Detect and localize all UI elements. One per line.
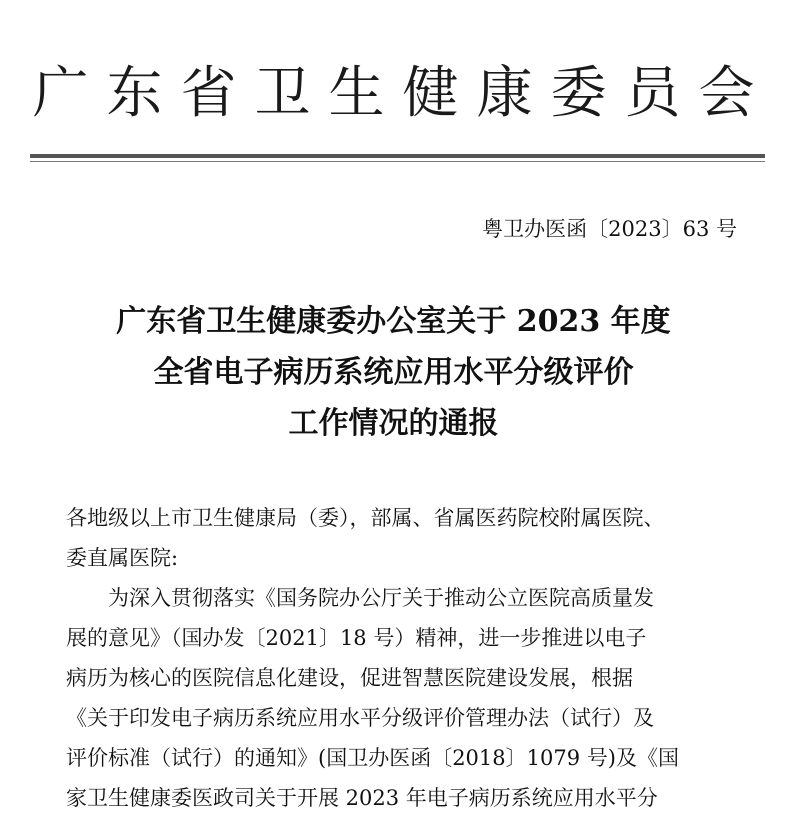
document-number: 粤卫办医函〔2023〕63 号 — [482, 217, 737, 241]
header-divider-thin — [30, 161, 765, 162]
header-divider-thick — [30, 154, 765, 158]
notice-body — [66, 498, 746, 818]
paragraph-line: 为深入贯彻落实《国务院办公厅关于推动公立医院高质量发 — [108, 586, 654, 610]
paragraph-line: 病历为核心的医院信息化建设，促进智慧医院建设发展，根据 — [66, 666, 633, 690]
notice-title — [0, 296, 787, 449]
issuer-header: 广东省卫生健康委员会 — [32, 61, 773, 126]
paragraph-line: 《关于印发电子病历系统应用水平分级评价管理办法（试行）及 — [66, 706, 654, 730]
notice-title-line-2: 全省电子病历系统应用水平分级评价 — [153, 355, 634, 390]
salutation-line-1: 各地级以上市卫生健康局（委），部属、省属医药院校附属医院、 — [66, 506, 665, 530]
notice-title-line-3: 工作情况的通报 — [288, 406, 499, 441]
paragraph-line: 家卫生健康委医政司关于开展 2023 年电子病历系统应用水平分 — [66, 786, 658, 810]
salutation-line-2: 委直属医院: — [66, 546, 179, 570]
notice-title-line-1: 广东省卫生健康委办公室关于 2023 年度 — [116, 304, 671, 339]
paragraph-line: 展的意见》（国办发〔2021〕18 号）精神，进一步推进以电子 — [66, 626, 647, 650]
paragraph-line: 评价标准（试行）的通知》(国卫办医函〔2018〕1079 号)及《国 — [66, 746, 679, 770]
